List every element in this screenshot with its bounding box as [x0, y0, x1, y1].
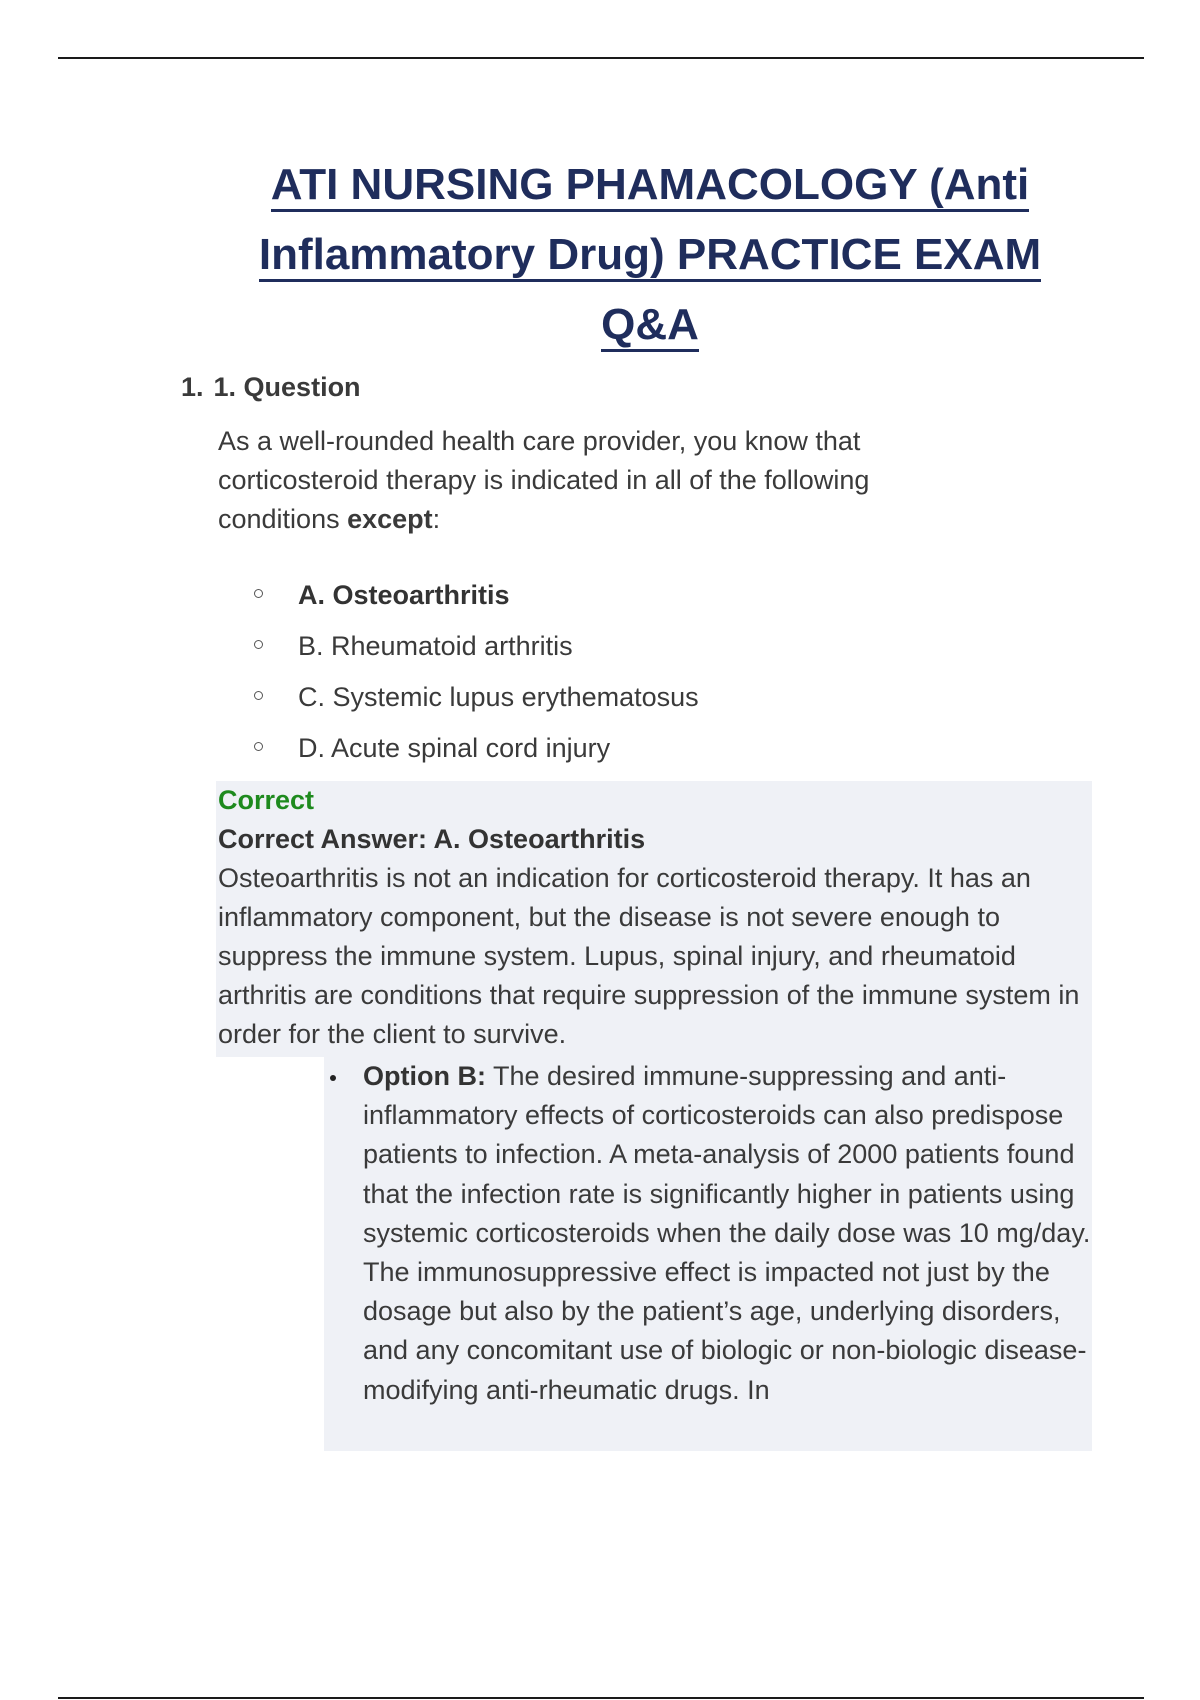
- option-explanation-text: [363, 1057, 1091, 1410]
- bullet-icon: [330, 1075, 336, 1081]
- answer-feedback: [216, 781, 1092, 1057]
- answer-option-label: A. Osteoarthritis: [298, 580, 510, 610]
- title-line-2: Inflammatory Drug) PRACTICE EXAM: [259, 230, 1041, 282]
- circle-bullet-icon: [254, 742, 263, 751]
- top-rule: [58, 57, 1144, 59]
- question-list-number: 1.: [181, 372, 204, 402]
- correct-answer: Correct Answer: A. Osteoarthritis: [218, 824, 646, 854]
- question-text-after: :: [432, 504, 441, 534]
- bottom-rule: [58, 1697, 1144, 1699]
- answer-option-b[interactable]: [254, 626, 699, 677]
- page-title: [200, 150, 1100, 360]
- option-explanation-body: The desired immune-suppressing and anti-inflammatory effects of corticosteroids can also predispose patients to infection. A meta-analysis of 2000 patients found that the infection rate is significantly higher in patients using systemic corticosteroids when the daily dose was 10 mg/day. The immunosuppressive effect is impacted not just by the dosage but also by the patient’s age, underlying disorders, and any concomitant use of biologic or non-biologic disease-modifying anti-rheumatic drugs. In: [363, 1061, 1091, 1405]
- answer-option-label: C. Systemic lupus erythematosus: [298, 682, 699, 712]
- option-explanation-label: Option B:: [363, 1061, 486, 1091]
- question-text-before: As a well-rounded health care provider, you know that corticosteroid therapy is indicated in all of the following conditions: [218, 426, 870, 534]
- answer-option-c[interactable]: [254, 677, 699, 728]
- title-line-3: Q&A: [601, 300, 699, 352]
- question-text: [218, 422, 978, 539]
- option-explanation: [324, 1057, 1092, 1451]
- feedback-status: Correct: [218, 785, 315, 815]
- answer-option-d[interactable]: [254, 728, 699, 779]
- title-line-1: ATI NURSING PHAMACOLOGY (Anti: [271, 160, 1030, 212]
- question-heading-text: 1. Question: [213, 372, 361, 402]
- question-heading: [181, 372, 361, 403]
- circle-bullet-icon: [254, 589, 263, 598]
- answer-option-a[interactable]: [254, 575, 699, 626]
- circle-bullet-icon: [254, 640, 263, 649]
- answer-option-label: B. Rheumatoid arthritis: [298, 631, 573, 661]
- circle-bullet-icon: [254, 691, 263, 700]
- answer-option-label: D. Acute spinal cord injury: [298, 733, 611, 763]
- feedback-explanation: Osteoarthritis is not an indication for corticosteroid therapy. It has an inflammatory component, but the disease is not severe enough to suppress the immune system. Lupus, spinal injury, and rheumatoid arthritis are conditions that require suppression of the immune system in order for the client to survive.: [218, 863, 1080, 1049]
- question-text-emphasis: except: [347, 504, 433, 534]
- answer-options: [254, 575, 699, 779]
